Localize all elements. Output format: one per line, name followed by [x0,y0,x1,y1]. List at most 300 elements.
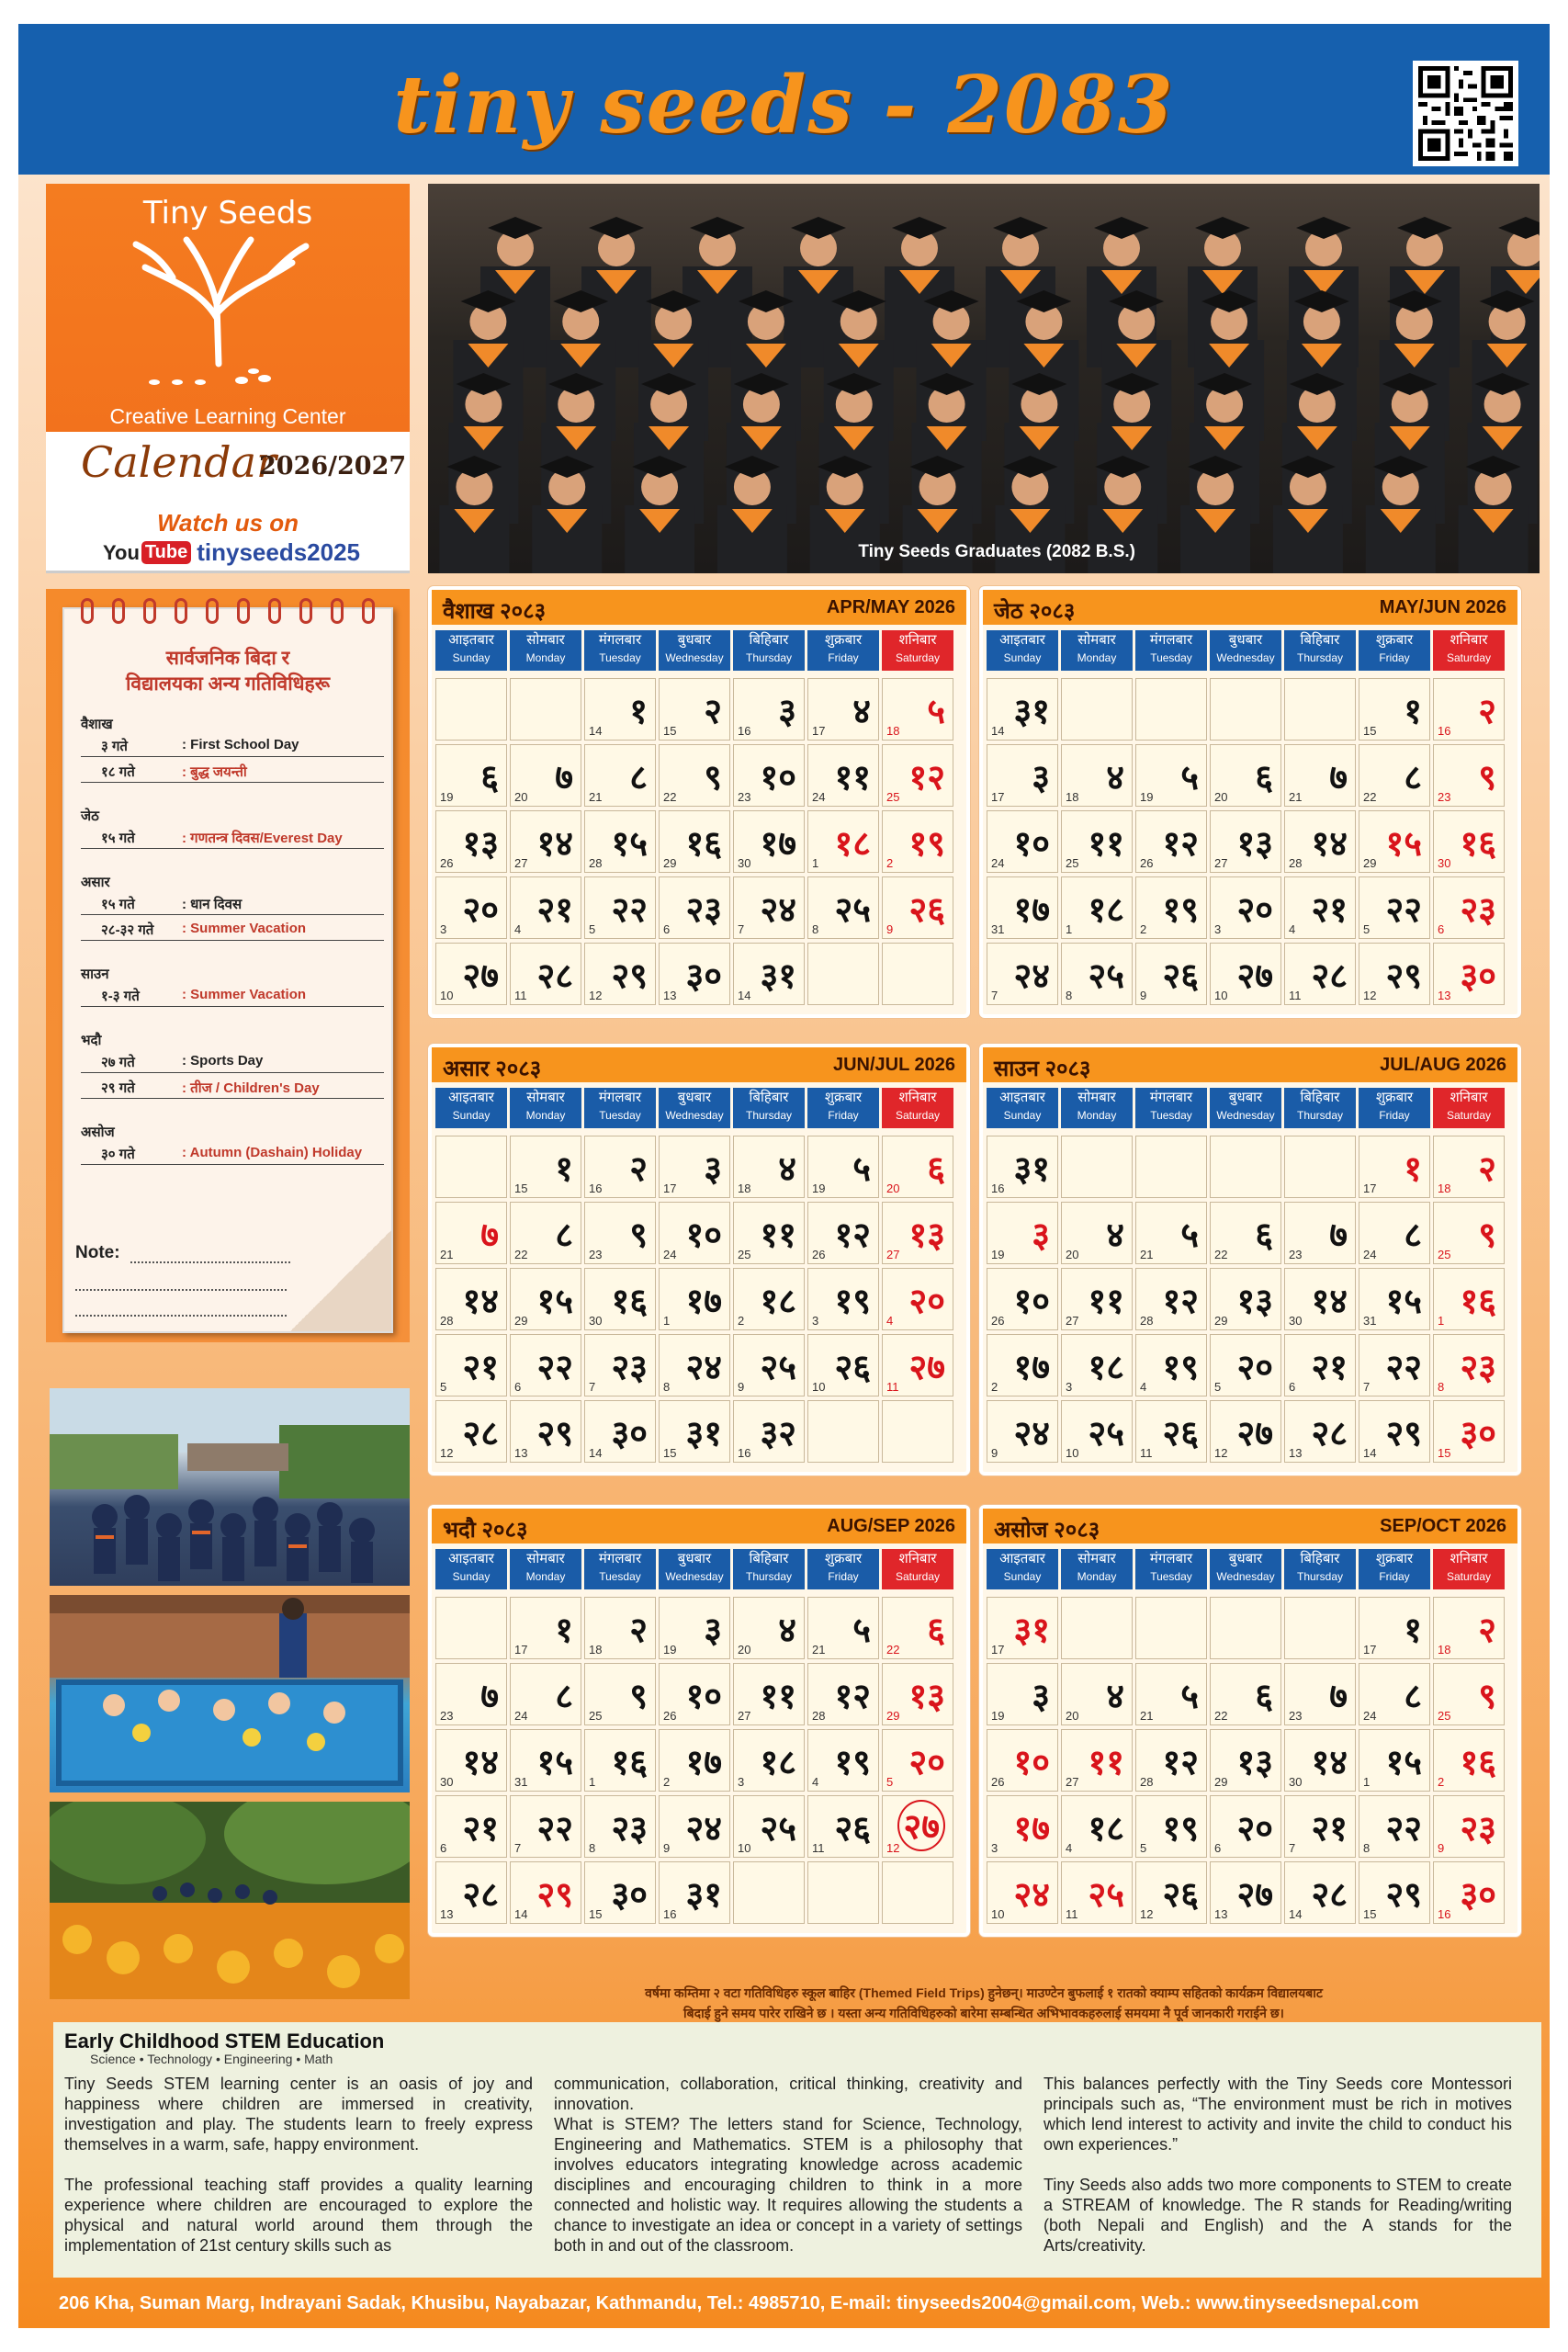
calendar-day-cell[interactable] [733,1729,805,1792]
calendar-day-cell[interactable] [1210,943,1281,1005]
calendar-day-cell[interactable] [1433,810,1505,873]
calendar-day-cell[interactable] [1433,1663,1505,1725]
calendar-empty-cell [1284,1597,1356,1659]
calendar-day-cell[interactable] [1284,1795,1356,1858]
notepad-rings [81,598,375,626]
ring-icon [206,598,219,624]
calendar-day-cell[interactable] [435,1795,507,1858]
weekday-header [882,1549,953,1589]
calendar-day-cell[interactable] [659,1334,730,1396]
calendar-day-cell[interactable] [1284,810,1356,873]
day-number-english: 4 [514,922,522,936]
calendar-word: Calendar [81,437,277,487]
calendar-day-cell[interactable] [1135,1795,1207,1858]
calendar-day-cell[interactable] [1359,744,1430,807]
calendar-day-cell[interactable] [1135,1334,1207,1396]
calendar-day-cell[interactable] [1061,1334,1133,1396]
day-number-nepali: ३ [778,691,796,731]
calendar-day-cell[interactable] [987,943,1058,1005]
calendar-day-cell[interactable] [987,1400,1058,1463]
calendar-day-cell[interactable] [435,876,507,939]
calendar-day-cell[interactable] [807,744,879,807]
calendar-day-cell[interactable] [659,1136,730,1198]
calendar-day-cell[interactable] [733,876,805,939]
calendar-day-cell[interactable] [733,1136,805,1198]
day-number-nepali: १९ [908,823,945,864]
calendar-day-cell[interactable] [1433,678,1505,741]
day-number-english: 7 [738,922,745,936]
day-number-english: 18 [1438,1643,1451,1657]
calendar-day-cell[interactable] [584,1597,656,1659]
calendar-day-cell[interactable] [733,1663,805,1725]
calendar-day-cell[interactable] [882,810,953,873]
day-number-nepali: ८ [1404,1676,1422,1716]
calendar-day-cell[interactable] [659,810,730,873]
calendar-day-cell[interactable] [1135,1861,1207,1924]
calendar-day-cell[interactable] [510,1597,581,1659]
calendar-day-cell[interactable] [510,1400,581,1463]
holiday-row [81,893,384,915]
day-number-english: 30 [589,1314,603,1328]
calendar-day-cell[interactable] [435,1861,507,1924]
calendar-day-cell[interactable] [584,810,656,873]
holiday-event: : First School Day [182,737,299,752]
day-number-english: 28 [440,1314,454,1328]
calendar-day-cell[interactable] [510,1861,581,1924]
calendar-day-cell[interactable] [987,1861,1058,1924]
day-number-nepali: ३० [1460,1874,1496,1915]
day-number-english: 8 [663,1380,671,1394]
calendar-day-cell[interactable] [1061,1202,1133,1264]
calendar-day-cell[interactable] [584,1400,656,1463]
weekday-english: Tuesday [1150,1570,1192,1583]
calendar-day-cell[interactable] [1284,744,1356,807]
day-number-english: 17 [514,1643,528,1657]
calendar-empty-cell [435,1136,507,1198]
day-number-nepali: २१ [536,889,573,930]
calendar-day-cell[interactable] [1135,810,1207,873]
day-number-nepali: १७ [1013,889,1050,930]
calendar-day-cell[interactable] [733,1268,805,1330]
day-number-nepali: २ [1478,1148,1496,1189]
calendar-day-cell[interactable] [1135,1663,1207,1725]
youtube-logo-you: You [103,540,140,564]
day-number-english: 15 [589,1907,603,1921]
weekday-english: Saturday [895,651,941,664]
day-number-nepali: ३० [685,956,722,996]
holiday-month: वैशाख [81,717,113,732]
calendar-day-cell[interactable] [987,744,1058,807]
calendar-day-cell[interactable] [1061,876,1133,939]
calendar-day-cell[interactable] [435,1663,507,1725]
calendar-day-cell[interactable] [659,744,730,807]
day-number-english: 21 [589,790,603,804]
day-number-nepali: २६ [908,889,945,930]
calendar-day-cell[interactable] [1210,1729,1281,1792]
calendar-day-cell[interactable] [987,1268,1058,1330]
youtube-channel[interactable]: tinyseeds2025 [197,538,361,566]
calendar-day-cell[interactable] [1433,943,1505,1005]
calendar-day-cell[interactable] [1135,876,1207,939]
calendar-day-cell[interactable] [733,943,805,1005]
ring-icon [299,598,312,624]
calendar-day-cell[interactable] [1210,1268,1281,1330]
calendar-day-cell[interactable] [584,1663,656,1725]
calendar-day-cell[interactable] [1284,876,1356,939]
calendar-day-cell[interactable] [1135,744,1207,807]
calendar-day-cell[interactable] [882,678,953,741]
weekday-header [1433,1088,1505,1128]
calendar-empty-cell [1061,1136,1133,1198]
calendar-day-cell[interactable] [987,1597,1058,1659]
calendar-day-cell[interactable] [584,1202,656,1264]
calendar-day-cell[interactable] [435,810,507,873]
calendar-day-cell[interactable] [584,1334,656,1396]
calendar-day-cell[interactable] [1284,1400,1356,1463]
day-number-english: 6 [440,1841,447,1855]
calendar-day-cell[interactable] [733,1400,805,1463]
day-number-english: 16 [738,1446,751,1460]
weekday-header [1061,1088,1133,1128]
calendar-day-cell[interactable] [584,678,656,741]
calendar-day-cell[interactable] [882,1334,953,1396]
garden-illustration [50,1802,410,1999]
day-number-english: 1 [1363,1775,1371,1789]
day-number-nepali: १६ [1460,1281,1496,1321]
calendar-day-cell[interactable] [1359,1729,1430,1792]
calendar-day-cell[interactable] [1433,1334,1505,1396]
calendar-day-cell[interactable] [807,1795,879,1858]
day-number-english: 3 [1066,1380,1073,1394]
calendar-day-cell[interactable] [733,1334,805,1396]
calendar-day-cell[interactable] [1359,810,1430,873]
day-number-english: 19 [440,790,454,804]
calendar-day-cell[interactable] [807,1597,879,1659]
calendar-day-cell[interactable] [1061,1663,1133,1725]
calendar-day-cell[interactable] [659,1663,730,1725]
calendar-day-cell[interactable] [733,744,805,807]
calendar-day-cell[interactable] [659,943,730,1005]
calendar-day-cell[interactable] [1359,1795,1430,1858]
calendar-day-cell[interactable] [733,1795,805,1858]
calendar-day-cell[interactable] [733,1202,805,1264]
calendar-day-cell[interactable] [807,678,879,741]
calendar-day-cell[interactable] [1284,1729,1356,1792]
calendar-day-cell[interactable] [1359,1202,1430,1264]
calendar-day-cell[interactable] [733,1597,805,1659]
calendar-day-cell[interactable] [659,1795,730,1858]
calendar-day-cell[interactable] [435,1268,507,1330]
holiday-event: : तीज / Children's Day [182,1080,320,1096]
calendar-day-cell[interactable] [987,678,1058,741]
calendar-day-cell[interactable] [510,1795,581,1858]
calendar-day-cell[interactable] [659,1400,730,1463]
calendar-day-cell[interactable] [807,1136,879,1198]
calendar-day-cell[interactable] [584,1861,656,1924]
calendar-day-cell[interactable] [510,1663,581,1725]
day-number-english: 25 [1438,1248,1451,1261]
day-number-english: 24 [514,1709,528,1723]
month-calendar [428,586,970,1018]
calendar-day-cell[interactable] [1433,1202,1505,1264]
calendar-day-cell[interactable] [1433,1136,1505,1198]
day-number-english: 10 [440,989,454,1002]
day-number-nepali: २५ [1088,1874,1124,1915]
calendar-day-cell[interactable] [987,1795,1058,1858]
calendar-day-cell[interactable] [510,810,581,873]
weekday-nepali: आइतबार [448,632,494,648]
calendar-day-cell[interactable] [510,1334,581,1396]
calendar-day-cell[interactable] [987,1136,1058,1198]
calendar-day-cell[interactable] [1433,1729,1505,1792]
calendar-day-cell[interactable] [1061,1268,1133,1330]
calendar-day-cell[interactable] [987,810,1058,873]
day-number-english: 7 [589,1380,596,1394]
calendar-day-cell[interactable] [1359,1400,1430,1463]
weekday-header [1433,1549,1505,1589]
calendar-day-cell[interactable] [1210,1861,1281,1924]
holiday-month: साउन [81,967,109,982]
day-number-english: 27 [886,1248,900,1261]
calendar-day-cell[interactable] [584,1268,656,1330]
calendar-day-cell[interactable] [1433,1400,1505,1463]
day-number-english: 12 [1363,989,1377,1002]
calendar-day-cell[interactable] [987,1729,1058,1792]
day-number-english: 20 [1214,790,1228,804]
month-name-english: AUG/SEP 2026 [827,1516,955,1536]
calendar-day-cell[interactable] [1061,744,1133,807]
day-number-nepali: २२ [1385,889,1422,930]
day-number-nepali: २४ [1013,956,1050,996]
calendar-day-cell[interactable] [510,1136,581,1198]
calendar-day-cell[interactable] [1210,1663,1281,1725]
youtube-panel[interactable] [46,503,410,573]
day-number-english: 21 [1140,1709,1154,1723]
calendar-day-cell[interactable] [882,744,953,807]
holiday-event: : Summer Vacation [182,921,307,936]
weekday-header [1135,1088,1207,1128]
calendar-day-cell[interactable] [807,1268,879,1330]
calendar-day-cell[interactable] [1210,744,1281,807]
weekday-header [1359,1549,1430,1589]
calendar-day-cell[interactable] [1210,1202,1281,1264]
calendar-day-cell[interactable] [435,1202,507,1264]
calendar-day-cell[interactable] [882,1597,953,1659]
calendar-empty-cell [807,1400,879,1463]
calendar-day-cell[interactable] [510,1202,581,1264]
youtube-link[interactable] [103,538,360,567]
calendar-day-cell[interactable] [1433,1268,1505,1330]
calendar-day-cell[interactable] [1433,1597,1505,1659]
calendar-day-cell[interactable] [659,1729,730,1792]
weekday-english: Saturday [895,1109,941,1122]
calendar-day-cell[interactable] [987,1202,1058,1264]
calendar-day-cell[interactable] [584,1795,656,1858]
calendar-day-cell[interactable] [1210,1795,1281,1858]
calendar-day-cell[interactable] [1433,1795,1505,1858]
calendar-day-cell[interactable] [882,1795,953,1858]
calendar-day-cell[interactable] [1359,1334,1430,1396]
calendar-day-cell[interactable] [659,1861,730,1924]
calendar-day-cell[interactable] [733,810,805,873]
day-number-english: 14 [738,989,751,1002]
calendar-day-cell[interactable] [659,1597,730,1659]
calendar-day-cell[interactable] [510,1729,581,1792]
calendar-day-cell[interactable] [1284,1202,1356,1264]
calendar-day-cell[interactable] [1210,1400,1281,1463]
calendar-day-cell[interactable] [1135,1400,1207,1463]
note-line[interactable] [75,1289,287,1291]
calendar-day-cell[interactable] [1284,1861,1356,1924]
calendar-day-cell[interactable] [807,1729,879,1792]
day-number-english: 23 [589,1248,603,1261]
calendar-day-cell[interactable] [1359,678,1430,741]
calendar-day-cell[interactable] [510,744,581,807]
weekday-english: Wednesday [665,1570,724,1583]
calendar-day-cell[interactable] [1359,943,1430,1005]
weekday-english: Wednesday [1216,1109,1275,1122]
calendar-day-cell[interactable] [659,678,730,741]
calendar-day-cell[interactable] [1135,943,1207,1005]
calendar-day-cell[interactable] [1061,810,1133,873]
day-number-nepali: १ [555,1610,573,1650]
calendar-day-cell[interactable] [1284,1334,1356,1396]
calendar-day-cell[interactable] [510,943,581,1005]
calendar-day-cell[interactable] [1210,810,1281,873]
calendar-day-cell[interactable] [807,1202,879,1264]
day-number-nepali: २५ [760,1808,796,1849]
day-number-nepali: ३० [1460,956,1496,996]
day-number-english: 26 [1140,856,1154,870]
day-number-english: 14 [1289,1907,1303,1921]
calendar-day-cell[interactable] [659,1268,730,1330]
calendar-day-cell[interactable] [1359,1861,1430,1924]
day-number-nepali: ३ [704,1610,722,1650]
calendar-day-cell[interactable] [1061,1729,1133,1792]
calendar-day-cell[interactable] [584,1136,656,1198]
calendar-day-cell[interactable] [584,943,656,1005]
calendar-day-cell[interactable] [435,1334,507,1396]
day-number-nepali: १८ [1088,1347,1124,1387]
calendar-empty-cell [510,678,581,741]
calendar-day-cell[interactable] [1284,1268,1356,1330]
calendar-day-cell[interactable] [1359,876,1430,939]
calendar-day-cell[interactable] [1061,1400,1133,1463]
calendar-day-cell[interactable] [510,876,581,939]
weekday-english: Monday [525,1570,566,1583]
calendar-day-cell[interactable] [435,943,507,1005]
calendar-day-cell[interactable] [1359,1268,1430,1330]
calendar-day-cell[interactable] [435,1400,507,1463]
calendar-day-cell[interactable] [987,876,1058,939]
weekday-nepali: मंगलबार [1149,1090,1193,1105]
note-line[interactable] [75,1315,287,1317]
footer-contact: 206 Kha, Suman Marg, Indrayani Sadak, Khusibu, Nayabazar, Kathmandu, Tel.: 4985710, E-mail: tinyseeds2004@gmail.com, Web.: www.tinyseedsnepal.com [59,2293,1419,2313]
day-number-english: 15 [1363,724,1377,738]
month-name-nepali: असोज २०८३ [994,1518,1100,1543]
calendar-day-cell[interactable] [1433,876,1505,939]
weekday-nepali: बिहिबार [1300,1551,1340,1566]
calendar-day-cell[interactable] [659,876,730,939]
weekday-header [987,1088,1058,1128]
day-number-english: 20 [738,1643,751,1657]
weekday-nepali: शनिबार [898,1090,937,1105]
calendar-day-cell[interactable] [882,1729,953,1792]
day-number-nepali: ७ [1329,757,1348,797]
calendar-day-cell[interactable] [882,1268,953,1330]
calendar-day-cell[interactable] [882,1663,953,1725]
day-number-english: 21 [1140,1248,1154,1261]
calendar-day-cell[interactable] [987,1663,1058,1725]
calendar-day-cell[interactable] [1135,1202,1207,1264]
calendar-day-cell[interactable] [1061,1795,1133,1858]
calendar-day-cell[interactable] [807,1663,879,1725]
day-number-english: 29 [663,856,677,870]
day-number-nepali: १० [1013,1742,1050,1782]
day-number-english: 11 [514,989,527,1002]
day-number-nepali: २७ [1236,1874,1273,1915]
calendar-day-cell[interactable] [1135,1729,1207,1792]
day-number-nepali: ८ [555,1215,573,1255]
calendar-day-cell[interactable] [987,1334,1058,1396]
calendar-day-cell[interactable] [1433,744,1505,807]
calendar-day-cell[interactable] [510,1268,581,1330]
calendar-day-cell[interactable] [807,810,879,873]
calendar-day-cell[interactable] [1061,943,1133,1005]
calendar-day-cell[interactable] [1284,1663,1356,1725]
weekday-header [659,1549,730,1589]
calendar-day-cell[interactable] [435,1729,507,1792]
calendar-day-cell[interactable] [584,744,656,807]
calendar-day-cell[interactable] [1284,943,1356,1005]
calendar-empty-cell [1135,1136,1207,1198]
calendar-day-cell[interactable] [882,1136,953,1198]
calendar-day-cell[interactable] [1433,1861,1505,1924]
weekday-nepali: बुधबार [1228,1090,1263,1105]
day-number-nepali: ३ [1032,1676,1050,1716]
calendar-day-cell[interactable] [882,1202,953,1264]
holiday-row [81,919,384,941]
day-number-english: 20 [1066,1248,1079,1261]
calendar-day-cell[interactable] [584,1729,656,1792]
calendar-day-cell[interactable] [882,876,953,939]
day-number-english: 22 [1363,790,1377,804]
holiday-event: : Sports Day [182,1053,264,1069]
calendar-day-cell[interactable] [1135,1268,1207,1330]
day-number-english: 3 [991,1841,998,1855]
calendar-day-cell[interactable] [1359,1597,1430,1659]
calendar-day-cell[interactable] [807,1334,879,1396]
calendar-day-cell[interactable] [1210,1334,1281,1396]
calendar-day-cell[interactable] [733,678,805,741]
qr-code-icon[interactable] [1413,61,1518,166]
weekday-english: Monday [525,651,566,664]
calendar-day-cell[interactable] [659,1202,730,1264]
weekday-english: Sunday [452,651,491,664]
month-name-english: JUN/JUL 2026 [832,1055,955,1075]
day-number-nepali: ६ [480,757,499,797]
weekday-nepali: मंगलबार [598,1090,642,1105]
calendar-day-cell[interactable] [1359,1136,1430,1198]
calendar-day-cell[interactable] [584,876,656,939]
calendar-day-cell[interactable] [435,744,507,807]
day-number-nepali: १४ [1311,1281,1348,1321]
calendar-day-cell[interactable] [1061,1861,1133,1924]
calendar-day-cell[interactable] [807,876,879,939]
calendar-day-cell[interactable] [1210,876,1281,939]
calendar-day-cell[interactable] [1359,1663,1430,1725]
day-number-english: 14 [514,1907,528,1921]
